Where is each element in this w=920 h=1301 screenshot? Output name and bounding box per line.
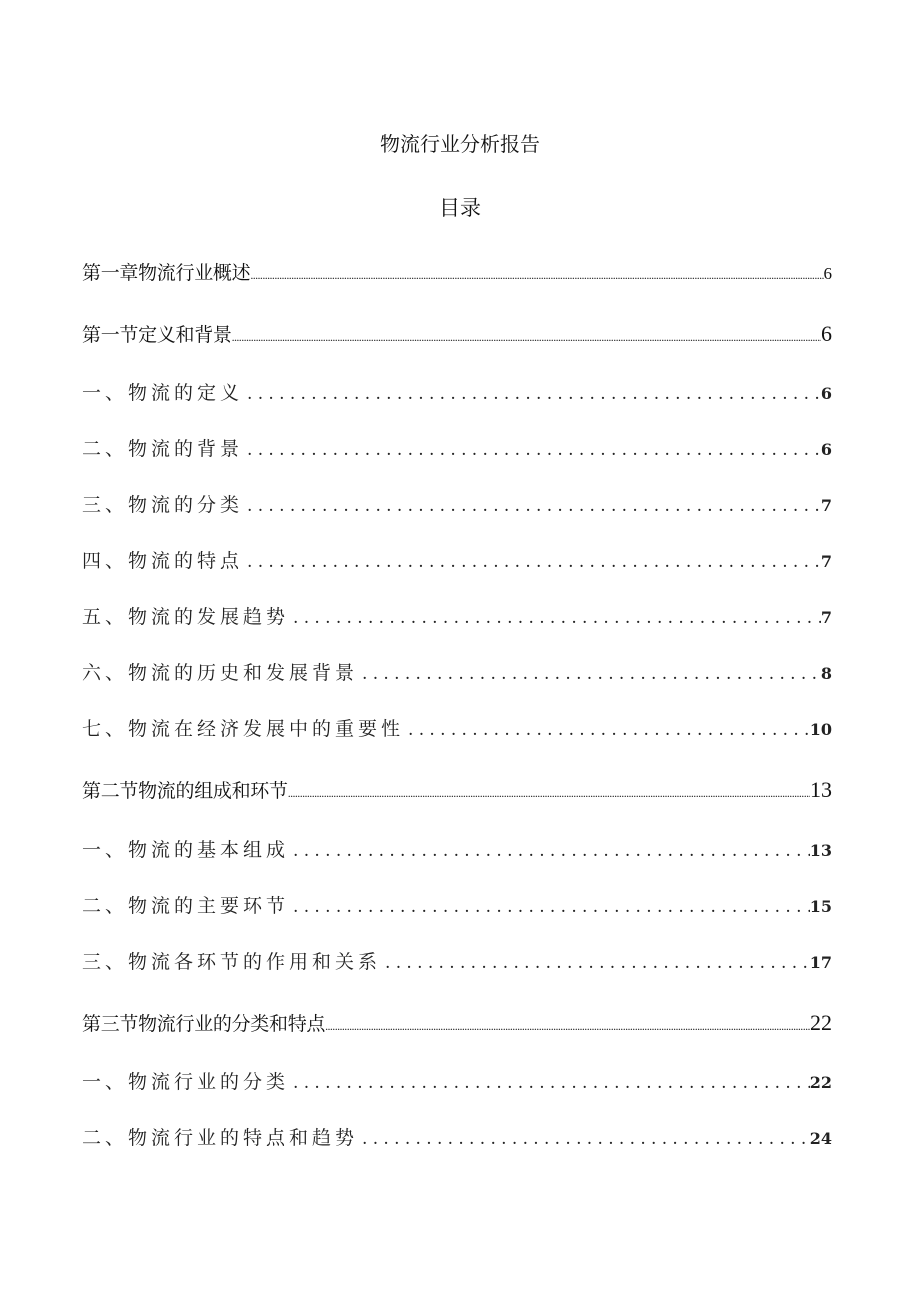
toc-entry-item[interactable]	[82, 891, 832, 921]
toc-leader-dots	[289, 897, 810, 917]
toc-entry-label: 三、物流各环节的作用和关系	[82, 951, 382, 973]
toc-entry-page: 7	[820, 496, 832, 515]
toc-entry-page: 22	[810, 1010, 832, 1035]
toc-leader-dots	[243, 552, 821, 572]
toc-entry-section-3[interactable]	[82, 1009, 832, 1039]
toc-entry-label: 六、物流的历史和发展背景	[82, 662, 359, 684]
toc-entry-label: 二、物流行业的特点和趋势	[82, 1127, 359, 1149]
toc-entry-item[interactable]	[82, 835, 832, 865]
toc-leader-dots	[288, 786, 810, 801]
toc-entry-page: 13	[810, 777, 832, 802]
toc-entry-label: 五、物流的发展趋势	[82, 606, 290, 628]
toc-entry-page: 24	[809, 1129, 832, 1148]
toc-leader-dots	[381, 953, 810, 973]
toc-entry-label: 一、物流的基本组成	[82, 839, 290, 861]
toc-entry-item[interactable]	[82, 490, 832, 520]
toc-entry-label: 二、物流的背景	[82, 438, 244, 460]
toc-leader-dots	[289, 1073, 810, 1093]
toc-leader-dots	[325, 1019, 810, 1034]
toc-leader-dots	[243, 496, 821, 516]
toc-entry-item[interactable]	[82, 602, 832, 632]
toc-entry-page: 22	[809, 1073, 832, 1092]
toc-leader-dots	[404, 720, 810, 740]
toc-entry-page: 10	[809, 720, 832, 739]
toc-entry-page: 6	[820, 440, 832, 459]
toc-leader-dots	[250, 268, 823, 283]
toc-entry-page: 17	[809, 953, 832, 972]
toc-entry-item[interactable]	[82, 947, 832, 977]
toc-entry-chapter-1[interactable]	[82, 258, 832, 288]
toc-entry-page: 13	[809, 841, 832, 860]
toc-entry-item[interactable]	[82, 434, 832, 464]
toc-entry-page: 7	[820, 552, 832, 571]
toc-entry-label: 一、物流行业的分类	[82, 1071, 290, 1093]
toc-leader-dots	[243, 440, 821, 460]
toc-entry-label: 四、物流的特点	[82, 550, 244, 572]
toc-entry-page: 15	[809, 897, 832, 916]
toc-entry-item[interactable]	[82, 546, 832, 576]
toc-entry-label: 第一节定义和背景	[82, 324, 232, 346]
toc-entry-item[interactable]	[82, 378, 832, 408]
document-title: 物流行业分析报告	[380, 132, 540, 156]
toc-entry-label: 一、物流的定义	[82, 382, 244, 404]
toc-entry-item[interactable]	[82, 1067, 832, 1097]
toc-entry-label: 第三节物流行业的分类和特点	[82, 1013, 326, 1035]
toc-entry-label: 第一章物流行业概述	[82, 262, 251, 284]
toc-entry-label: 七、物流在经济发展中的重要性	[82, 718, 405, 740]
toc-entry-section-1[interactable]	[82, 320, 832, 350]
toc-leader-dots	[358, 1129, 810, 1149]
toc-entry-label: 二、物流的主要环节	[82, 895, 290, 917]
toc-entry-label: 三、物流的分类	[82, 494, 244, 516]
toc-entry-page: 8	[820, 664, 832, 683]
toc-entry-page: 6	[821, 321, 832, 346]
toc-leader-dots	[232, 330, 821, 345]
toc-entry-item[interactable]	[82, 1123, 832, 1153]
toc-entry-page: 6	[820, 384, 832, 403]
toc-entry-label: 第二节物流的组成和环节	[82, 780, 288, 802]
toc-entry-section-2[interactable]	[82, 776, 832, 806]
toc-leader-dots	[289, 841, 810, 861]
toc-leader-dots	[289, 608, 821, 628]
toc-leader-dots	[243, 384, 821, 404]
toc-entry-page: 6	[823, 264, 832, 283]
toc-heading: 目录	[439, 196, 481, 220]
toc-entry-item[interactable]	[82, 658, 832, 688]
toc-entry-page: 7	[820, 608, 832, 627]
toc-leader-dots	[358, 664, 821, 684]
toc-entry-item[interactable]	[82, 714, 832, 744]
